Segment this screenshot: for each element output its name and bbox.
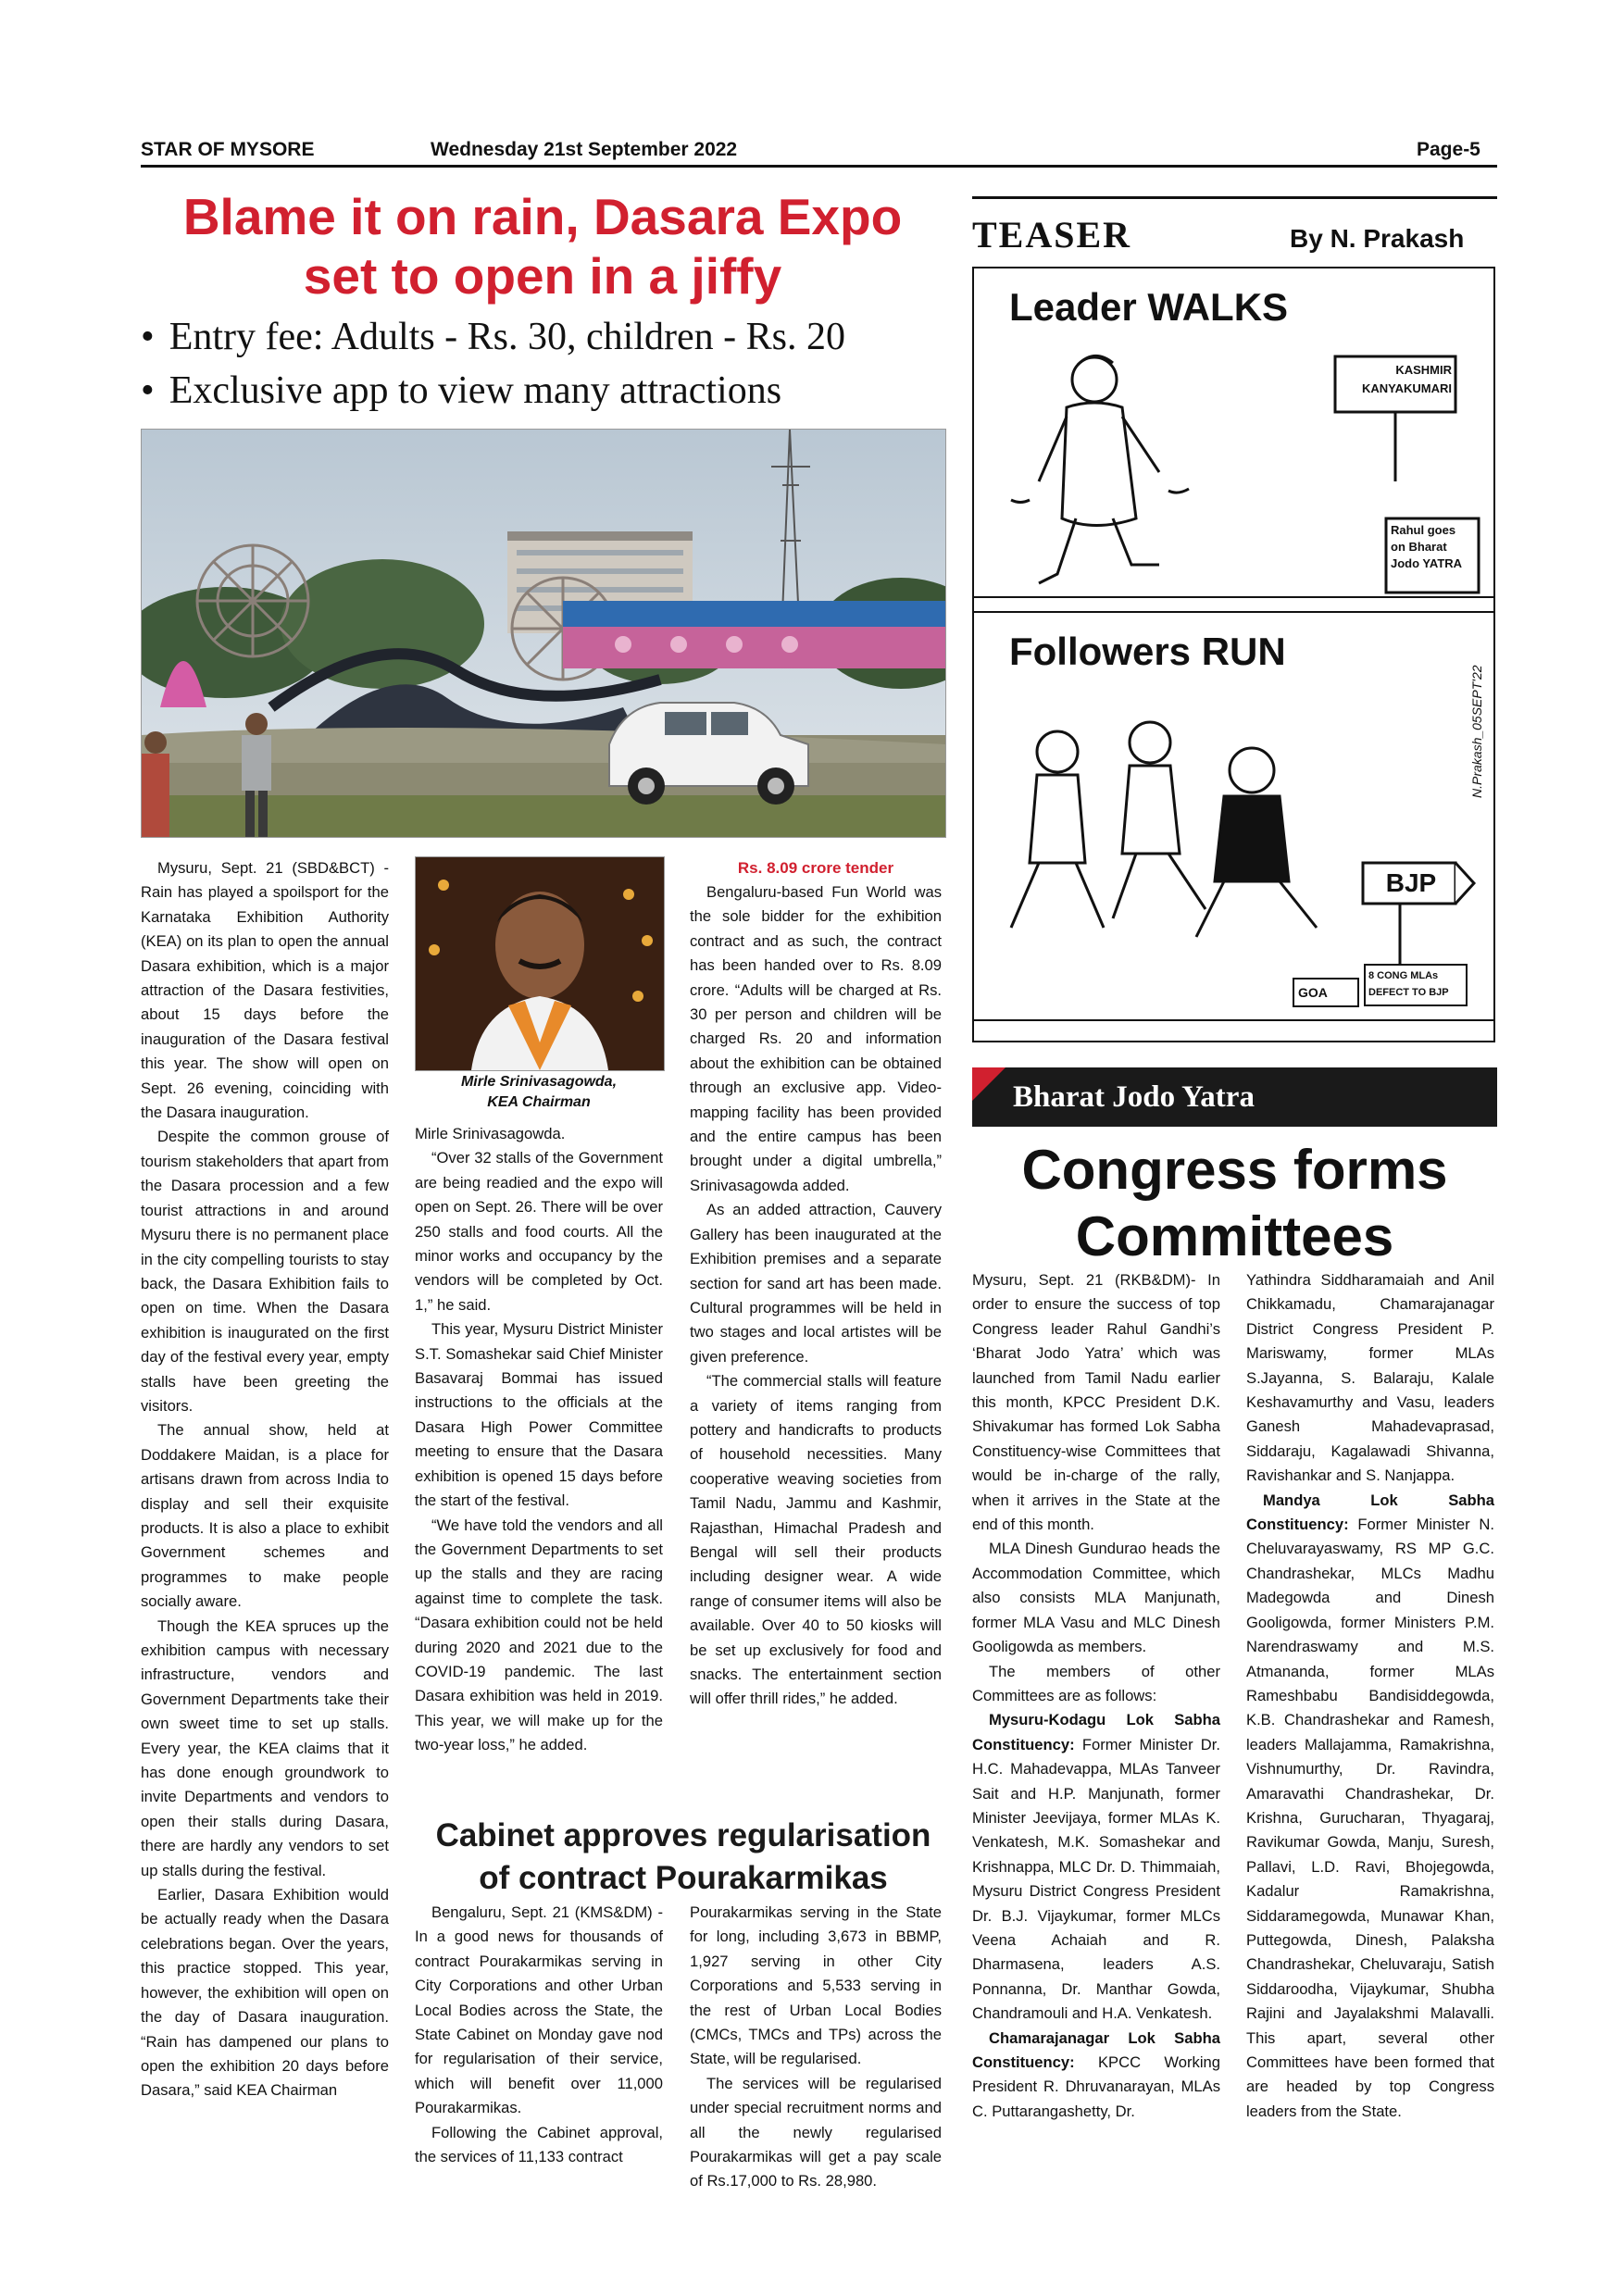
cartoon-panel-2 [974, 613, 1493, 1041]
para-text: The members of other Committees are as follows: [972, 1662, 1220, 1704]
cabinet-column-2 [690, 1901, 942, 2194]
issue-date: Wednesday 21st September 2022 [431, 139, 738, 160]
main-headline-line1: Blame it on rain, Dasara Expo [182, 188, 903, 245]
para-text: MLA Dinesh Gundurao heads the Accommodation Committee, which also consists MLA Manjunath, former MLA Vasu and MLC Dinesh Gooligowda as members. [972, 1540, 1220, 1656]
bullet-app: • Exclusive app to view many attractions [141, 364, 956, 418]
para-text: Mysuru, Sept. 21 (RKB&DM)- In order to ensure the success of top Congress leader Rahul Gandhi’s ‘Bharat Jodo Yatra’ which was launched from Tamil Nadu earlier this month, KPCC President D.K. Shivakumar has formed Lok Sabha Constituency-wise Committees that would be in-charge of the rally, when it arrives in the State at the end of this month. [972, 1271, 1220, 1534]
exhibition-photo-illustration [142, 430, 945, 837]
main-headline [141, 187, 944, 306]
main-col2-para: “Over 32 stalls of the Government are being readied and the expo will open on Sept. 26. There will be over 250 stalls and food courts. All the minor works and occupancy by the vendors will be completed by Oct. 1,” he said. [415, 1149, 663, 1314]
congress-col1-para [972, 1660, 1220, 1709]
congress-col2-para [1246, 1268, 1494, 1489]
portrait-caption [415, 1072, 663, 1113]
congress-col1-para [972, 1268, 1220, 1537]
panel1-note [1391, 522, 1476, 572]
panel1-sign-line1: KASHMIR [1395, 363, 1452, 377]
cabinet-column-1 [415, 1901, 663, 2169]
congress-col2-para [1246, 1489, 1494, 2125]
congress-column-2 [1246, 1268, 1494, 2124]
panel1-note-line3: Jodo YATRA [1391, 556, 1463, 570]
main-col1-para: Mysuru, Sept. 21 (SBD&BCT) - Rain has played a spoilsport for the Karnataka Exhibition Authority (KEA) on its plan to open the annual Dasara exhibition, which is a major attraction of the Dasara festivities, about 15 days before the inauguration of the Dasara festival this year. The show will open on Sept. 26 evening, coinciding with the Dasara inauguration. [141, 859, 389, 1122]
cartoonist-signature: N.Prakash_05SEPT'22 [1469, 665, 1484, 798]
main-col1-para: Despite the common grouse of tourism stakeholders that apart from the Dasara procession and a few tourist attractions in and around Mysuru there is no permanent place in the city compelling tourists to stay back, the Dasara Exhibition fails to open on time. When the Dasara exhibition is inaugurated on the first day of the festival every year, empty stalls have been greeting the visitors. [141, 1128, 389, 1415]
main-story-column-1 [141, 856, 389, 2103]
main-col2-para: This year, Mysuru District Minister S.T. Somashekar said Chief Minister Basavaraj Bommai has issued instructions to the officials at the Dasara High Power Committee meeting to ensure that the Dasara exhibition is opened 15 days before the start of the festival. [415, 1320, 663, 1510]
main-col1-para: The annual show, held at Doddakere Maidan, is a place for artisans drawn from across India to display and sell their exquisite products. It is also a place to exhibit Government schemes and programmes to make people socially aware. [141, 1421, 389, 1611]
main-bullets [141, 310, 956, 418]
main-col3-para: “The commercial stalls will feature a variety of items ranging from pottery and handicrafts to products of household necessities. Many cooperative weaving societies from Tamil Nadu, Jammu and Kashmir, Rajasthan, Himachal Pradesh and Bengal will sell their products including designer wear. A wide range of consumer items will also be available. Over 40 to 50 kiosks will be set up exclusively for food and snacks. The entertainment section will offer thrill rides,” he added. [690, 1372, 942, 1708]
panel1-sign [1341, 361, 1452, 398]
cabinet-col2-para: Pourakarmikas serving in the State for long, including 3,673 in BBMP, 1,927 serving in other City Corporations and 5,533 serving in the rest of Urban Local Bodies (CMCs, TMCs and TPs) across the State, will be regularised. [690, 1903, 942, 2068]
exhibition-photo [141, 429, 946, 838]
page-number: Page-5 [1417, 139, 1480, 160]
cabinet-headline-line2: of contract Pourakarmikas [479, 1860, 888, 1896]
chairman-portrait [415, 856, 665, 1071]
congress-col1-para [972, 1708, 1220, 2026]
panel1-note-line2: on Bharat [1391, 540, 1447, 554]
bharat-jodo-banner [972, 1067, 1497, 1127]
main-story-column-2 [415, 1122, 663, 1758]
main-headline-line2: set to open in a jiffy [303, 247, 782, 305]
cabinet-col2-para: The services will be regularised under special recruitment norms and all the newly regularised Pourakarmikas will get a pay scale of Rs.17,000 to Rs. 28,980. [690, 2074, 942, 2190]
panel2-goa: GOA [1298, 985, 1328, 1000]
banner-text: Bharat Jodo Yatra [1013, 1080, 1255, 1114]
portrait-caption-line2: KEA Chairman [487, 1094, 591, 1110]
para-text: Former Minister Dr. H.C. Mahadevappa, MLAs Tanveer Sait and H.P. Manjunath, former Minister Jeevijaya, former MLAs K. Venkatesh, M.K. Somashekar and Krishnappa, MLC Dr. D. Thimmaiah, Mysuru District Congress President Dr. B.J. Vijaykumar, former MLCs Veena Achaiah and R. Dharmasena, leaders A.S. Ponnanna, Dr. Manthar Gowda, Chandramouli and H.A. Venkatesh. [972, 1735, 1220, 2023]
congress-col1-para [972, 2027, 1220, 2125]
teaser-rule [972, 196, 1497, 199]
chairman-portrait-illustration [416, 857, 664, 1070]
panel1-sign-line2: KANYAKUMARI [1361, 381, 1452, 395]
cabinet-headline-line1: Cabinet approves regularisation [435, 1817, 931, 1853]
teaser-title: TEASER [972, 214, 1132, 256]
cartoon-panel-1 [974, 268, 1493, 613]
header-rule [141, 165, 1497, 168]
congress-headline-line2: Committees [1075, 1205, 1394, 1267]
panel1-title: Leader WALKS [1009, 285, 1289, 329]
panel2-title: Followers RUN [1009, 630, 1286, 673]
cabinet-headline [415, 1815, 952, 1900]
main-col3-para: As an added attraction, Cauvery Gallery has been inaugurated at the Exhibition premises and a separate section for sand art has been made. Cultural programmes will be held in two stages and local artistes will be given preference. [690, 1201, 942, 1366]
cabinet-col1-para: Following the Cabinet approval, the services of 11,133 contract [415, 2123, 663, 2166]
main-story-column-3 [690, 856, 942, 1712]
main-col3-para: Bengaluru-based Fun World was the sole bidder for the exhibition contract and as such, the contract has been handed over to Rs. 8.09 crore. “Adults will be charged at Rs. 30 per person and children will be charged Rs. 20 and information about the exhibition can be obtained through an exclusive app. Video-mapping facility has been provided and the entire campus has been brought under a digital umbrella,” Srinivasagowda added. [690, 883, 942, 1194]
tender-subhead: Rs. 8.09 crore tender [737, 859, 894, 877]
publication-name: STAR OF MYSORE [141, 139, 315, 160]
congress-headline-line1: Congress forms [1021, 1139, 1448, 1201]
main-col1-para: Though the KEA spruces up the exhibition campus with necessary infrastructure, vendors and Government Departments take their own sweet time to set up stalls. Every year, the KEA claims that it has done enough groundwork to invite Departments and vendors to open their stalls during Dasara, there are hardly any vendors to set up stalls during the festival. [141, 1616, 389, 1879]
congress-headline [972, 1137, 1497, 1270]
panel2-note-line1: 8 CONG MLAs [1368, 970, 1439, 981]
main-col1-para: Earlier, Dasara Exhibition would be actually ready when the Dasara celebrations began. Over the years, this practice stopped. This year, however, the exhibition will open on the day of Dasara inauguration. “Rain has dampened our plans to open the exhibition 20 days before Dasara,” said KEA Chairman [141, 1886, 389, 2100]
teaser-byline: By N. Prakash [1290, 224, 1465, 253]
panel2-note-line2: DEFECT TO BJP [1368, 987, 1449, 998]
cabinet-col1-para: Bengaluru, Sept. 21 (KMS&DM) - In a good news for thousands of contract Pourakarmikas serving in City Corporations and other Urban Local Bodies across the State, the State Cabinet on Monday gave nod for regularisation of their service, which will benefit over 11,000 Pourakarmikas. [415, 1903, 663, 2117]
main-col2-para: “We have told the vendors and all the Government Departments to set up the stalls and they are racing against time to complete the task. “Dasara exhibition could not be held during 2020 and 2021 due to the COVID-19 pandemic. The last Dasara exhibition was held in 2019. This year, we will make up for the two-year loss,” he added. [415, 1516, 663, 1754]
para-lead: Chamarajanagar Lok Sabha Constituency: [972, 2028, 1220, 2071]
teaser-cartoon [972, 267, 1495, 1042]
panel1-note-line1: Rahul goes [1391, 523, 1456, 537]
para-text: KPCC Working President R. Dhruvanarayan, MLAs C. Puttarangashetty, Dr. [972, 2053, 1220, 2120]
panel2-bjp-sign: BJP [1385, 868, 1437, 897]
para-text: Yathindra Siddharamaiah and Anil Chikkamadu, Chamarajanagar District Congress President P. Mariswamy, former MLAs S.Jayanna, S. Balaraju, Kalale Keshavamurthy and Vasu, leaders Ganesh Mahadevaprasad, Siddaraju, Kagalawadi Shivanna, Ravishankar and S. Nanjappa. [1246, 1271, 1494, 1485]
congress-col1-para [972, 1537, 1220, 1659]
main-col2-para: Mirle Srinivasagowda. [415, 1125, 566, 1142]
bullet-entry-fee: • Entry fee: Adults - Rs. 30, children - Rs. 20 [141, 310, 956, 364]
panel2-note [1368, 967, 1465, 1001]
congress-column-1 [972, 1268, 1220, 2124]
para-lead: Mysuru-Kodagu Lok Sabha Constituency: [972, 1711, 1220, 1753]
banner-red-corner [972, 1067, 1006, 1101]
portrait-caption-line1: Mirle Srinivasagowda, [460, 1074, 618, 1090]
para-lead: Mandya Lok Sabha Constituency: [1246, 1491, 1494, 1534]
para-text: Former Minister N. Cheluvarayaswamy, RS MP G.C. Chandrashekar, MLCs Madhu Madegowda and Dinesh Gooligowda, former Ministers P.M. Narendraswamy and M.S. Atmananda, former MLAs Rameshbabu Bandisiddegowda, K.B. Chandrashekar and Ramesh, leaders Mallajamma, Ramakrishna, Vishnumurthy, Dr. Ravindra, Amaravathi Chandrashekar, Dr. Krishna, Gurucharan, Thyagaraj, Ravikumar Gowda, Manju, Suresh, Pallavi, L.D. Ravi, Bhojegowda, Kadalur Ramakrishna, Siddaramegowda, Munawar Khan, Puttegowda, Dinesh, Palaksha Chandrashekar, Cheluvaraju, Satish Siddaroodha, Vijaykumar, Shubha Rajini and Jayalakshmi Malavalli. This apart, several other Committees have been formed that are headed by top Congress leaders from the State. [1246, 1516, 1494, 2120]
